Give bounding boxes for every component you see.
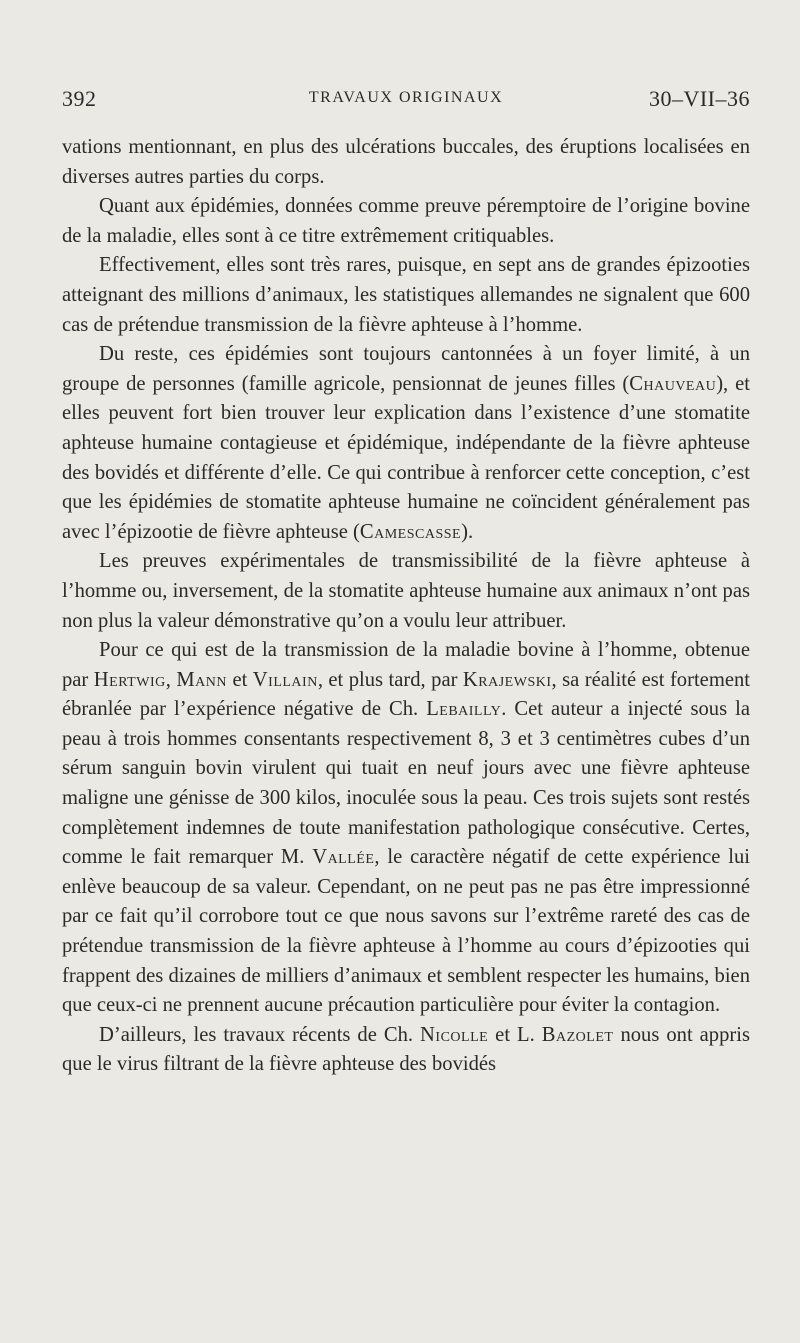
running-header	[62, 86, 750, 116]
body-text	[62, 133, 750, 1080]
author-name: Krajewski	[462, 668, 552, 691]
paragraph: vations mentionnant, en plus des ulcérations buccales, des éruptions localisées en diverses autres parties du corps.	[62, 136, 750, 188]
running-title: TRAVAUX ORIGINAUX	[308, 89, 504, 106]
author-name: Hertwig	[93, 668, 166, 691]
page-number: 392	[62, 86, 97, 111]
author-name: Camescasse	[359, 520, 462, 543]
author-name: Villain	[252, 668, 318, 691]
paragraph: D’ailleurs, les travaux récents de Ch. Nicolle et L. Bazolet nous ont appris que le virus filtrant de la fièvre aphteuse des bovidés	[62, 1023, 750, 1076]
paragraph: Les preuves expérimentales de transmissibilité de la fièvre aphteuse à l’homme ou, inversement, de la stomatite aphteuse humaine aux animaux n’ont pas non plus la valeur démonstrative qu’on a voulu leur attribuer.	[62, 550, 750, 632]
issue-date: 30–VII–36	[648, 86, 750, 111]
author-name: Mann	[176, 668, 227, 691]
paragraph: Quant aux épidémies, données comme preuve péremptoire de l’origine bovine de la maladie, elles sont à ce titre extrêmement critiquables.	[62, 195, 750, 247]
author-name: Lebailly	[426, 698, 502, 721]
paragraph: Effectivement, elles sont très rares, puisque, en sept ans de grandes épizooties atteignant des millions d’animaux, les statistiques allemandes ne signalent que 600 cas de prétendue transmission de la fièvre aphteuse à l’homme.	[62, 254, 750, 336]
author-name: Nicolle	[420, 1023, 489, 1046]
paragraph: Du reste, ces épidémies sont toujours cantonnées à un foyer limité, à un groupe de personnes (famille agricole, pensionnat de jeunes filles (Chauveau), et elles peuvent fort bien trouver leur explication dans l’existence d’une stomatite aphteuse humaine contagieuse et épidémique, indépendante de la fièvre aphteuse des bovidés et différente d’elle. Ce qui contribue à renforcer cette conception, c’est que les épidémies de stomatite aphteuse humaine ne coïncident généralement pas avec l’épizootie de fièvre aphteuse (Camescasse).	[62, 343, 750, 543]
author-name: Chauveau	[629, 372, 717, 395]
author-name: Vallée	[312, 846, 375, 869]
paragraph: Pour ce qui est de la transmission de la maladie bovine à l’homme, obtenue par Hertwig, Mann et Villain, et plus tard, par Krajewski, sa réalité est fortement ébranlée par l’expérience négative de Ch. Lebailly. Cet auteur a injecté sous la peau à trois hommes consentants respectivement 8, 3 et 3 centimètres cubes d’un sérum sanguin bovin virulent qui tuait en neuf jours avec une fièvre aphteuse maligne une génisse de 300 kilos, inoculée sous la peau. Ces trois sujets sont restés complètement indemnes de toute manifestation pathologique consécutive. Certes, comme le fait remarquer M. Vallée, le caractère négatif de cette expérience lui enlève beaucoup de sa valeur. Cependant, on ne peut pas ne pas être impressionné par ce fait qu’il corrobore tout ce que nous savons sur l’extrême rareté des cas de prétendue transmission de la fièvre aphteuse à l’homme au cours d’épizooties qui frappent des dizaines de milliers d’animaux et semblent respecter les humains, bien que ceux-ci ne prennent aucune précaution particulière pour éviter la contagion.	[62, 639, 751, 1017]
author-name: Bazolet	[541, 1023, 614, 1046]
